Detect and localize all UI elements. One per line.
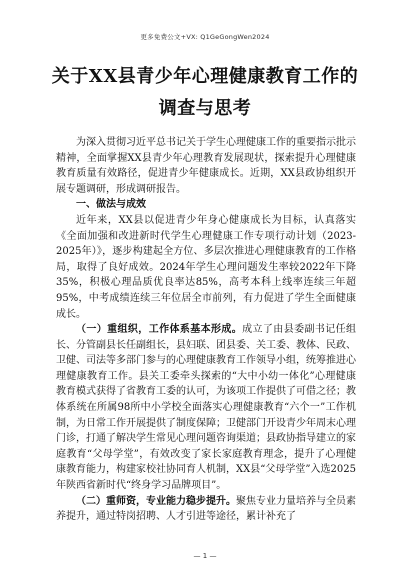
- subsections-block: [56, 322, 356, 525]
- subsection2-paragraph: [56, 494, 356, 525]
- subsection2-heading: （二）重师资，专业能力稳步提升。: [76, 495, 236, 507]
- document-title-line1: 关于XX县青少年心理健康教育工作的: [51, 66, 359, 87]
- document-title-line2: 调查与思考: [158, 98, 252, 119]
- section1-block: [56, 213, 356, 322]
- subsection1-heading: （一）重组织，工作体系基本形成。: [76, 324, 243, 335]
- section1-heading: 一、做法与成效: [76, 199, 146, 211]
- subsection1-paragraph: [56, 322, 356, 494]
- header-note: 更多免费公文+VX: Q1GeGongWen2024: [140, 33, 270, 41]
- subsection2-text: 聚焦专业力量培养与全员素养提升，通过特岗招聘、人才引进等途径，累计补充了: [56, 495, 356, 523]
- page-number: — 1 —: [193, 552, 217, 560]
- section1-paragraph: 近年来，XX县以促进青少年身心健康成长为目标，认真落实《全面加强和改进新时代学生心理健康工作专项行动计划（2023-2025年）》，逐步构建起全方位、多层次推进心理健康教育的工作格局，取得了良好成效。2024年学生心理问题发生率较2022年下降35%，积极心理品质优良率达85%，高考本科上线率连续三年超95%，中考成绩连续三年位居全市前列，有力促进了学生全面健康成长。: [56, 215, 356, 320]
- subsection1-text: 成立了由县委副书记任组长、分管副县长任副组长，县妇联、团县委、关工委、教体、民政、卫健、司法等多部门参与的心理健康教育工作领导小组，统筹推进心理健康教育工作。县关工委牵头探索的“大中小幼一体化”心理健康教育模式获得了省教育工委的认可，为该项工作提供了可借之径；教体系统在所属98所中小学校全面落实心理健康教育“六个一”工作机制，为日常工作开展提供了制度保障；卫健部门开设青少年周末心理门诊，打通了解决学生常见心理问题咨询渠道；县政协指导建立的家庭教育“父母学堂”，有效改变了家长家庭教育理念，提升了心理健康教育能力，构建家校社协同育人机制，XX县“父母学堂”入选2025年陕西省新时代“终身学习品牌项目”。: [56, 324, 357, 491]
- intro-paragraph: 为深入贯彻习近平总书记关于学生心理健康工作的重要指示批示精神，全面掌握XX县青少年心理教育发展现状，探索提升心理健康教育质量有效路径，促进青少年健康成长。近期，XX县政协组织开展专题调研，形成调研报告。: [56, 137, 356, 195]
- intro-block: [56, 135, 356, 213]
